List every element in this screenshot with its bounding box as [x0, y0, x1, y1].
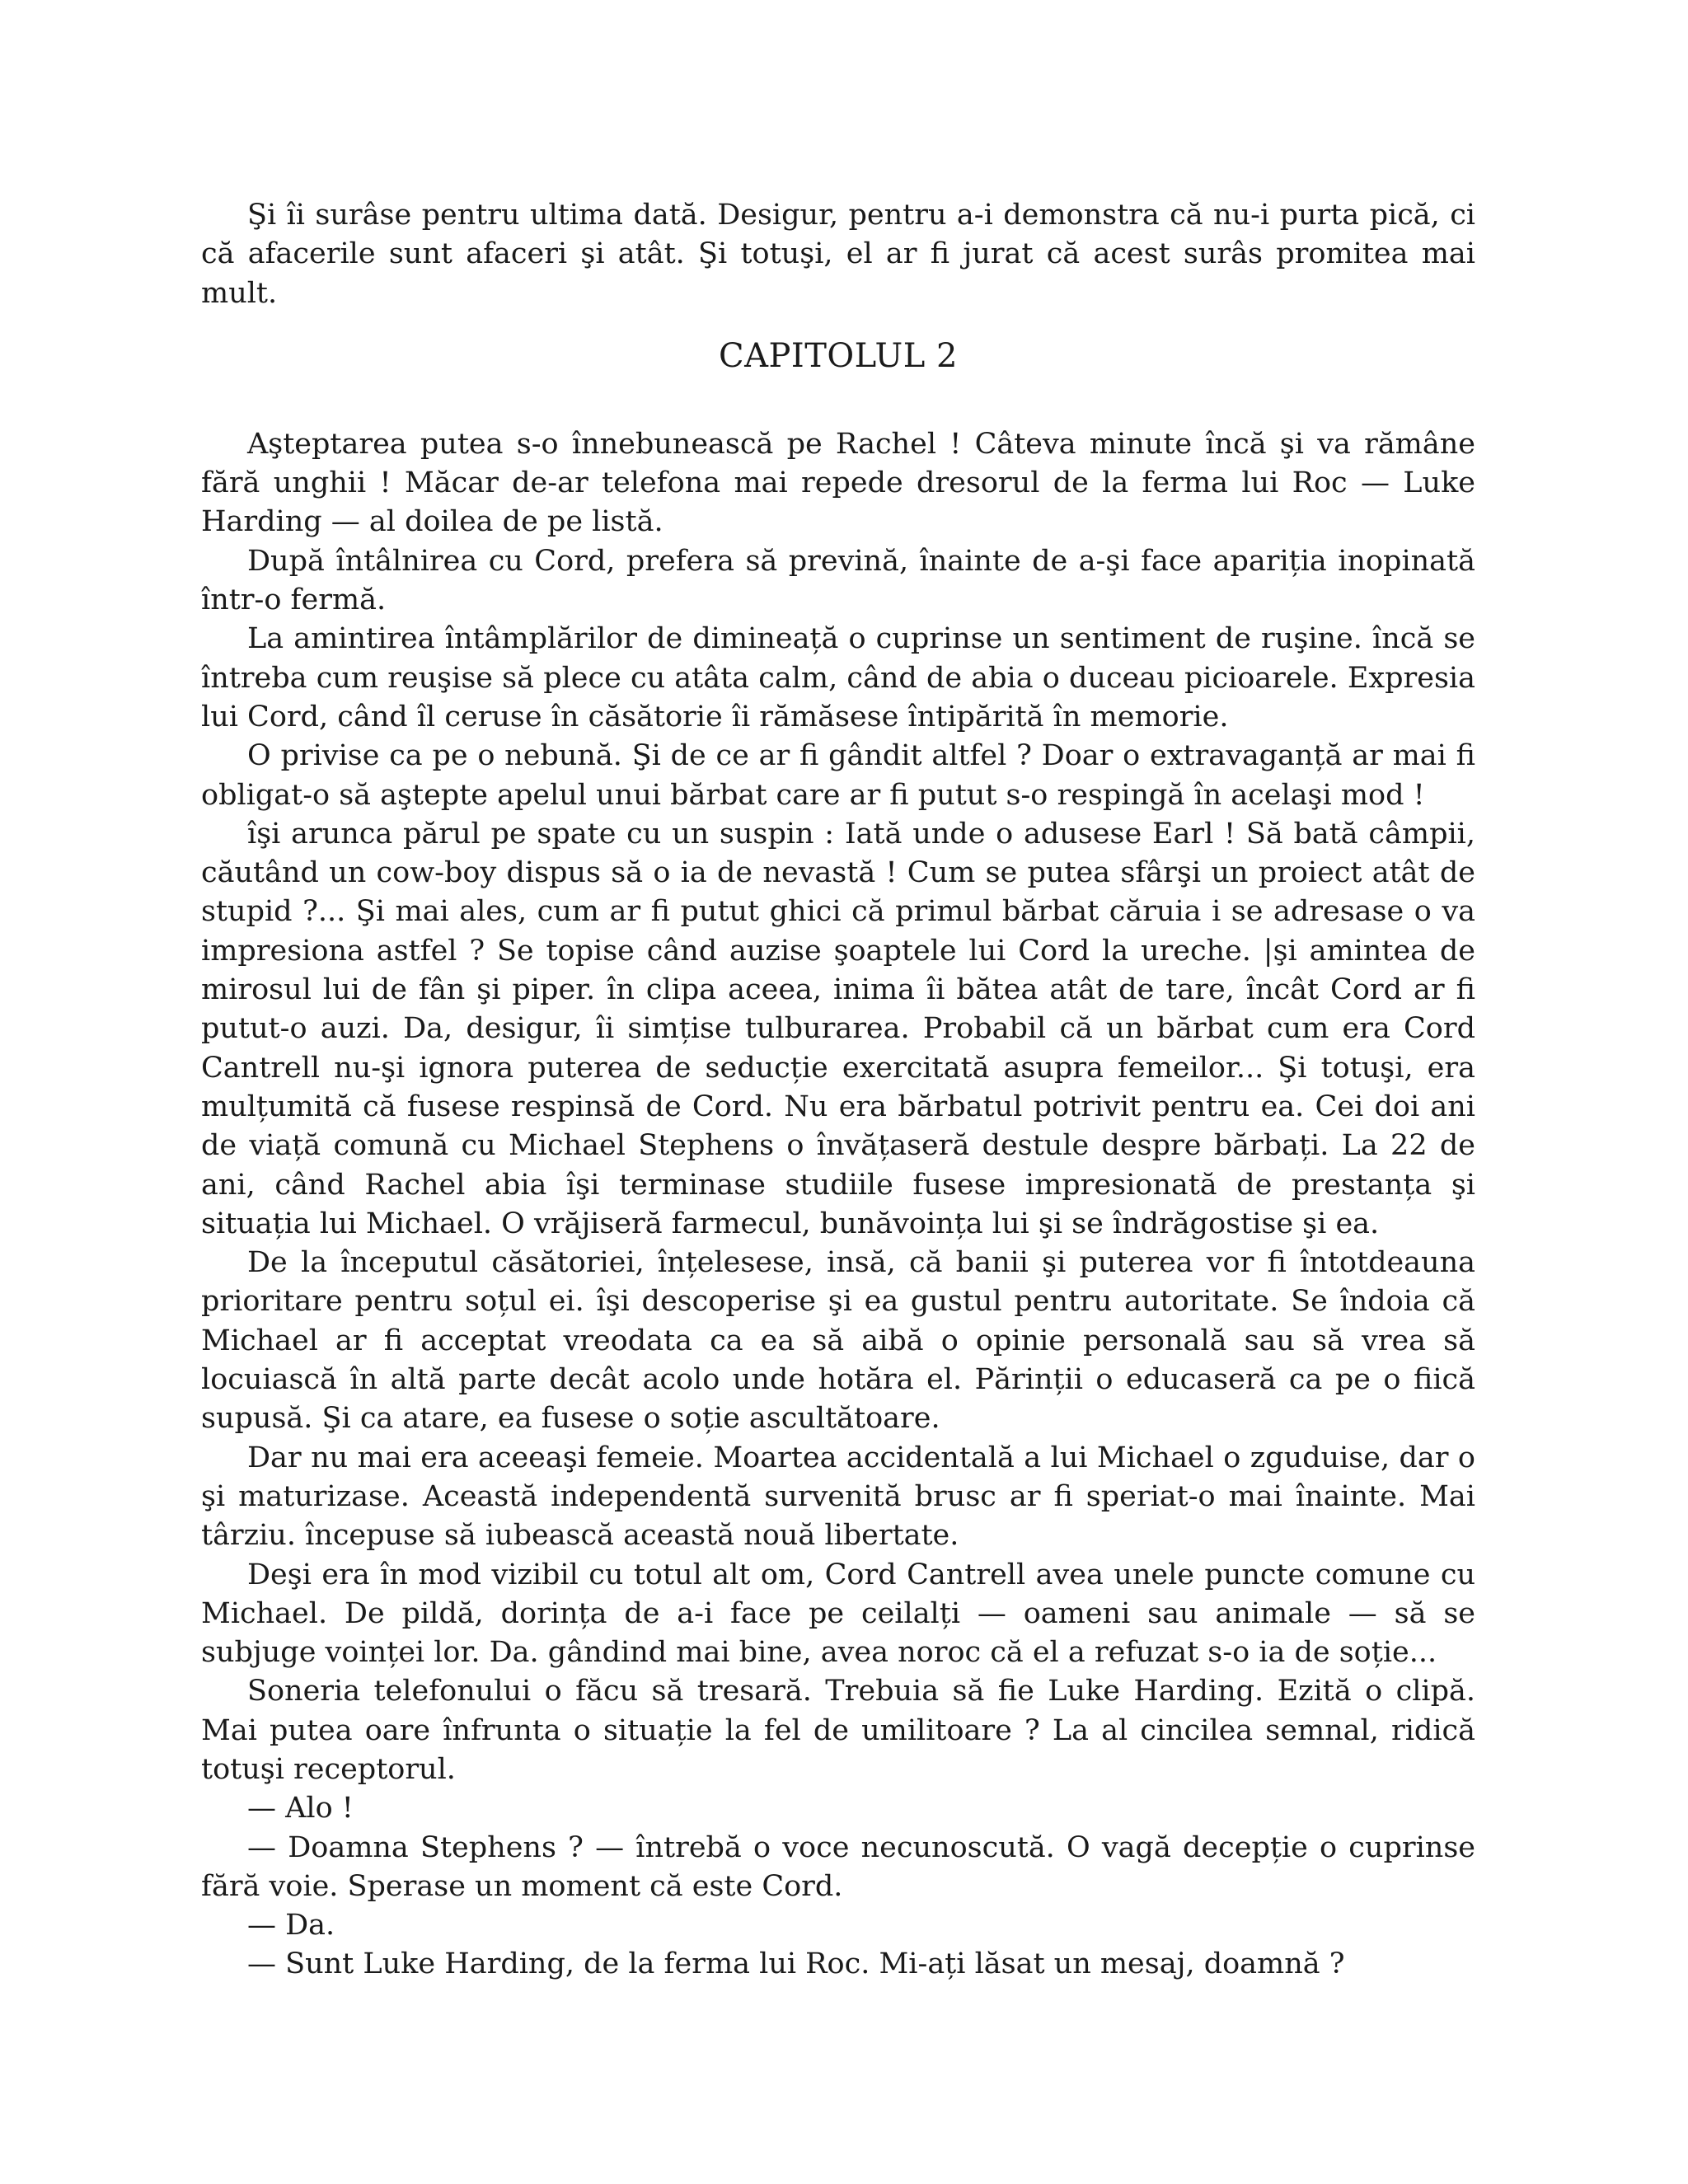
paragraph: O privise ca pe o nebună. Şi de ce ar fi gândit altfel ? Doar o extravaganță ar mai fi obligat-o să aştepte apelul unui bărbat care ar fi putut s-o respingă în acelaşi mod !: [201, 739, 1475, 812]
paragraph: Dar nu mai era aceeaşi femeie. Moartea accidentală a lui Michael o zguduise, dar o şi maturizase. Această independentă survenită brusc ar fi speriat-o mai înainte. Mai târziu. începuse să iubească această nouă libertate.: [201, 1441, 1475, 1553]
paragraph: Soneria telefonului o făcu să tresară. Trebuia să fie Luke Harding. Ezită o clipă. Mai putea oare înfrunta o situație la fel de umilitoare ? La al cincilea semnal, ridică totuşi receptorul.: [201, 1675, 1475, 1786]
paragraph: Şi îi surâse pentru ultima dată. Desigur, pentru a-i demonstra că nu-i purta pică, ci că afacerile sunt afaceri şi atât. Şi totuşi, el ar fi jurat că acest surâs promitea mai mult.: [201, 199, 1475, 310]
dialog-line: — Alo !: [247, 1792, 354, 1825]
paragraph: După întâlnirea cu Cord, prefera să prevină, înainte de a-şi face apariția inopinată într-o fermă.: [201, 544, 1475, 617]
chapter-title: CAPITOLUL 2: [719, 336, 958, 375]
book-page: [201, 196, 1475, 1985]
paragraph: Aşteptarea putea s-o înnebunească pe Rachel ! Câteva minute încă şi va rămâne fără unghii ! Măcar de-ar telefona mai repede dresorul de la ferma lui Roc — Luke Harding — al doilea de pe listă.: [201, 427, 1475, 539]
dialog-line: — Da.: [247, 1909, 335, 1943]
dialog-line: — Doamna Stephens ? — întrebă o voce necunoscută. O vagă decepție o cuprinse fără voie. Sperase un moment că este Cord.: [201, 1830, 1475, 1903]
paragraph: Deşi era în mod vizibil cu totul alt om, Cord Cantrell avea unele puncte comune cu Michael. De pildă, dorința de a-i face pe ceilalți — oameni sau animale — să se subjuge voinței lor. Da. gândind mai bine, avea noroc că el a refuzat s-o ia de soție...: [201, 1558, 1475, 1670]
paragraph: La amintirea întâmplărilor de dimineață o cuprinse un sentiment de ruşine. încă se întreba cum reuşise să plece cu atâta calm, când de abia o duceau picioarele. Expresia lui Cord, când îl ceruse în căsătorie îi rămăsese întipărită în memorie.: [201, 622, 1475, 733]
paragraph: De la începutul căsătoriei, înțelesese, insă, că banii şi puterea vor fi întotdeauna prioritare pentru soțul ei. îşi descoperise şi ea gustul pentru autoritate. Se îndoia că Michael ar fi acceptat vreodata ca ea să aibă o opinie personală sau să vrea să locuiască în altă parte decât acolo unde hotăra el. Părinții o educaseră ca pe o fiică supusă. Şi ca atare, ea fusese o soție ascultătoare.: [201, 1246, 1475, 1436]
paragraph: îşi arunca părul pe spate cu un suspin : Iată unde o adusese Earl ! Să bată câmpii, căutând un cow-boy dispus să o ia de nevastă ! Cum se putea sfârşi un proiect atât de stupid ?... Şi mai ales, cum ar fi putut ghici că primul bărbat căruia i se adresase o va impresiona astfel ? Se topise când auzise şoaptele lui Cord la ureche. |şi amintea de mirosul lui de fân şi piper. în clipa aceea, inima îi bătea atât de tare, încât Cord ar fi putut-o auzi. Da, desigur, îi simțise tulburarea. Probabil că un bărbat cum era Cord Cantrell nu-şi ignora puterea de seducție exercitată asupra femeilor... Şi totuşi, era mulțumită că fusese respinsă de Cord. Nu era bărbatul potrivit pentru ea. Cei doi ani de viață comună cu Michael Stephens o învățaseră destule despre bărbați. La 22 de ani, când Rachel abia îşi terminase studiile fusese impresionată de prestanța şi situația lui Michael. O vrăjiseră farmecul, bunăvoința lui şi se îndrăgostise şi ea.: [201, 817, 1475, 1240]
dialog-line: — Sunt Luke Harding, de la ferma lui Roc. Mi-ați lăsat un mesaj, doamnă ?: [247, 1947, 1345, 1981]
